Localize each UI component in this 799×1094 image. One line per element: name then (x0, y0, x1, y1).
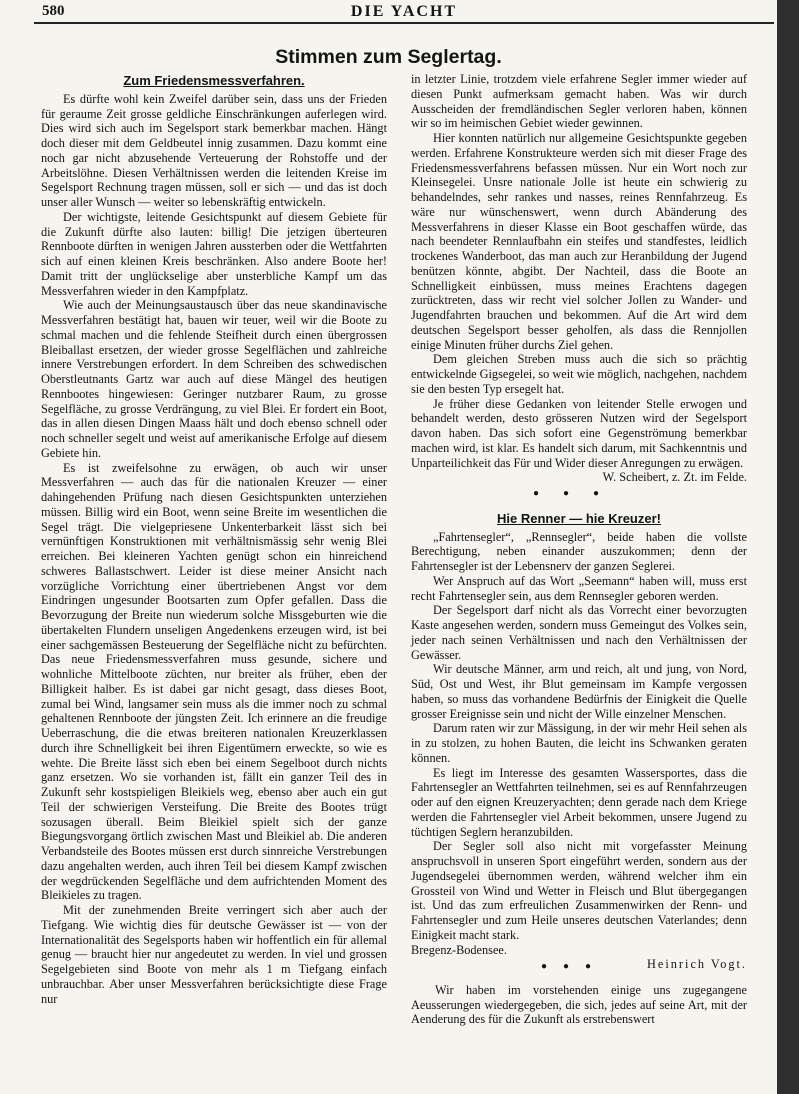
paragraph: Darum raten wir zur Mässigung, in der wir mehr Heil sehen als in zu stolzen, zu hohen Bauten, die leicht ins Schwanken geraten können. (411, 721, 747, 765)
paragraph: Der wichtigste, leitende Gesichtspunkt auf diesem Gebiete für die Zukunft dürfte also lauten: billig! Die jetzigen überteuren Rennboote dürften in wenigen Jahren aussterben oder die Wettfahrten sich auf einen kleinen Kreis beschränken. Also andere Boote her! Damit tritt der unglückselige aber unsterbliche Kampf um das Messverfahren wieder in den Kampfplatz. (41, 209, 387, 298)
article-heading: Hie Renner — hie Kreuzer! (497, 510, 661, 526)
paragraph: Mit der zunehmenden Breite verringert sich aber auch der Tiefgang. Wie wichtig dies für deutsche Gewässer ist — von der Internationalität des Segelsports haben wir hoffentlich ein für allemal genug — braucht hier nur angedeutet zu werden. In viel und grossen Segelgebieten sind Boote von mehr als 1 m Tiefgang einfach unbrauchbar. Aber unser Messverfahren berücksichtigte diese Frage nur (41, 903, 387, 1006)
divider-dot: ● (562, 488, 570, 499)
divider-dot: ● (562, 961, 570, 972)
paragraph: in letzter Linie, trotzdem viele erfahrene Segler immer wieder auf diesen Punkt aufmerksam gemacht haben. Was wir durch Ausscheiden der fremdländischen Segler verloren haben, können wir so im heimischen Gebiet wieder gewinnen. (411, 72, 747, 131)
paragraph: Je früher diese Gedanken von leitender Stelle erwogen und behandelt werden, desto grösseren Nutzen wird der Segelsport davon haben. Das sich sofort eine Gegenströmung bemerkbar machen wird, ist klar. Es handelt sich darum, mit Sachkenntnis und Unparteilichkeit das Für und Wider dieser Anregungen zu erwägen. (411, 396, 747, 470)
paragraph: Der Segler soll also nicht mit vorgefasster Meinung anspruchsvoll in unseren Sport eingeführt werden, sondern aus der Jugendsegelei übernommen werden, während welcher ihm ein Grossteil von Wind und Wetter in Fleisch und Blut übergegangen ist. Und das zum erfreulichen Zusammenwirken der Renn- und Fahrtensegler und zum Heile unseres deutschen Vaterlandes; denn Einigkeit macht stark. (411, 839, 747, 942)
divider-dot: ● (541, 961, 548, 972)
divider-dot: ● (592, 488, 600, 499)
paragraph: Der Segelsport darf nicht als das Vorrecht einer bevorzugten Kaste angesehen werden, sondern muss Gemeingut des Volkes sein, jeder nach seinen Verhältnissen und nach den Verhältnissen der Gewässer. (411, 603, 747, 662)
divider-dot: ● (532, 488, 540, 499)
section-divider (521, 487, 611, 502)
scan-edge (777, 0, 799, 1094)
author-signature: W. Scheibert, z. Zt. im Felde. (602, 470, 747, 485)
paragraph: Hier konnten natürlich nur allgemeine Gesichtspunkte gegeben werden. Erfahrene Konstrukteure werden sich mit dieser Frage des Friedensmessverfahrens befassen müssen. Nur ein Wort noch zur Kleinsegelei. Unsre nationale Jolle ist heute ein schwierig zu behandelndes, sehr rankes und nasses, reines Rennfahrzeug. Es wäre nur wünschenswert, wenn durch Abänderung des Messverfahrens in dieser Klasse ein Boot geschaffen würde, das nach beendeter Rennlaufbahn ein steifes und standfestes, leidlich trockenes Wanderboot, das man auch zur Heranbildung der Jugend benützen könnte, abgibt. Der Nachteil, dass die Boote an Schnelligkeit einbüssen, muss meines Erachtens dagegen zurücktreten, dass wir recht viel solcher Jollen zu Wander- und Jugendfahrten brauchen und bekommen. Auf die Art wird dem deutschen Segelsport besser geholfen, als dass die Rennjollen einige Minuten früher durchs Ziel gehen. (411, 131, 747, 352)
paragraph: Es liegt im Interesse des gesamten Wassersportes, dass die Fahrtensegler an Wettfahrten teilnehmen, sei es auf Rennfahrzeugen oder auf den eignen Kreuzeryachten; denn gerade nach dem Kriege werden die Fahrtensegler viel Arbeit bekommen, unsere Jugend zu tüchtigen Seglern heranzubilden. (411, 765, 747, 839)
right-column (411, 72, 747, 1027)
page-title: Stimmen zum Seglertag. (275, 46, 502, 68)
place-line: Bregenz-Bodensee. (411, 942, 507, 957)
paragraph: Es ist zweifelsohne zu erwägen, ob auch wir unser Messverfahren — auch das für die nationalen Kreuzer — einer dahingehenden Prüfung nach diesen Gesichtspunkten unterziehen müssen. Billig wird ein Boot, wenn seine Breite im wesentlichen die Segel trägt. Die vielgepriesene Unkenterbarkeit lässt sich bei vernünftigen Konstruktionen mit verhältnismässig sehr wenig Blei erreichen. Bei kleineren Yachten genügt schon ein hinreichend schweres Ballastschwert. Leider ist diese meiner Ansicht nach vorzügliche Vorrichtung einer übertriebenen Angst vor dem Eindringen ungesunder Bootsarten zum Opfer gefallen. Dass die Bevorzugung der Breite nun wiederum solche Missgeburten wie die übertakelten Flundern unseligen Angedenkens erzeugen wird, ist bei einer sachgemässen Besteuerung der Segelfläche nicht zu befürchten. Das neue Friedensmessverfahren muss gesunde, sichere und wohnliche Mittelboote züchten, nur breiter als früher, eben der Billigkeit halber. Es ist dabei gar nicht gesagt, dass dieses Boot, zumal bei Wind, langsamer sein muss als die immer noch zu schmal gehaltenen Rennboote der jüngsten Zeit. Ich erinnere an die freudige Ueberraschung, die die etwas breiteren nationalen Kreuzerklassen durch ihre Schnelligkeit bei ihren Eigentümern erweckte, so wie es wehte. Die Breite lässt sich eben bei einem Segelboot durch nichts ganz ersetzen. Wo sie vorhanden ist, fällt ein ganzer Teil des in Zukunft sehr kostspieligen Bleikiels weg, ebenso aber auch ein gut Teil der schwierigen Versteifung. Die Breite des Bootes trügt sozusagen überall. Beim Bleikiel spielt sich der ganze Biegungsvorgang örtlich zwischen Mast und Bleikiel ab. Die anderen Verbandsteile des Bootes müssen erst durch sinnreiche Verstrebungen dazu angehalten werden, auch ihren Teil bei diesem Kampf zwischen der wegdrückenden Segelfläche und dem aufrichtenden Moment des Bleikieles zu tragen. (41, 460, 387, 903)
paragraph: Wer Anspruch auf das Wort „Seemann“ haben will, muss erst recht Fahrtensegler sein, aus dem Rennsegler geboren werden. (411, 573, 747, 603)
divider-dot: ● (584, 961, 591, 972)
paragraph: Dem gleichen Streben muss auch die sich so prächtig entwickelnde Gigsegelei, so weit wie möglich, nachgehen, nachdem sie den besten Typ ersegelt hat. (411, 352, 748, 396)
page-number: 580 (42, 3, 65, 19)
page-header (34, 3, 774, 24)
article-heading: Zum Friedensmessverfahren. (123, 73, 305, 88)
paragraph: Wie auch der Meinungsaustausch über das neue skandinavische Messverfahren bestätigt hat, bauen wir teuer, weil wir die Boote zu schmal machen und die fehlende Steifheit durch einen übergrossen Bleiballast ersetzen, der wieder grosse Segelflächen und zahlreiche innere Verstrebungen erfordert. In dem Schreiben des schwedischen Oberstleutnants Gartz war auch auf diese Mängel des heutigen Rennbootes hingewiesen: Geringer nutzbarer Raum, zu grosse Segelfläche, zu grosse Verdrängung, zu viel Blei. Er fordert ein Boot, das in allen diesen Dingen Maass hält und doch ebenso schnell oder noch schneller segelt und weist auf amerikanische Erfolge auf diesem Gebiete hin. (41, 298, 387, 460)
paragraph: „Fahrtensegler“, „Rennsegler“, beide haben die vollste Berechtigung, neben einander auszukommen; denn der Fahrtensegler ist der Lebensnerv der ganzen Seglerei. (411, 529, 747, 573)
section-divider (541, 960, 591, 975)
running-head: DIE YACHT (350, 3, 458, 20)
author-signature: Heinrich Vogt. (647, 957, 747, 972)
paragraph: Es dürfte wohl kein Zweifel darüber sein, dass uns der Frieden für geraume Zeit grosse geldliche Einschränkungen auferlegen wird. Dies wird sich auch im Segelsport stark bemerkbar machen. Hängt doch dieser mit dem Geldbeutel innig zusammen. Dazu kommt eine noch gar nicht abzusehende Verteuerung der Rohstoffe und der Arbeitslöhne. Diesen Verhältnissen werden die leitenden Kreise im Segelsport Rechnung tragen müssen, soll er sich — und das ist doch unser aller Wunsch — weiter so lebenskräftig entwickeln. (41, 91, 387, 209)
closing-note (411, 983, 747, 1027)
left-column (41, 72, 387, 1006)
paragraph: Wir deutsche Männer, arm und reich, alt und jung, von Nord, Süd, Ost und West, ihr Blut gemeinsam im Kampfe vergossen haben, so muss das vorhandene Bedürfnis der Einigkeit die Quelle grosser Ereignisse sein und nicht der Wille einzelner Menschen. (411, 662, 747, 721)
paragraph: Wir haben im vorstehenden einige uns zugegangene Aeusserungen wiedergegeben, die sich, jedes auf seine Art, mit der Aenderung des für die Zukunft als erstrebenswert (411, 982, 747, 1027)
